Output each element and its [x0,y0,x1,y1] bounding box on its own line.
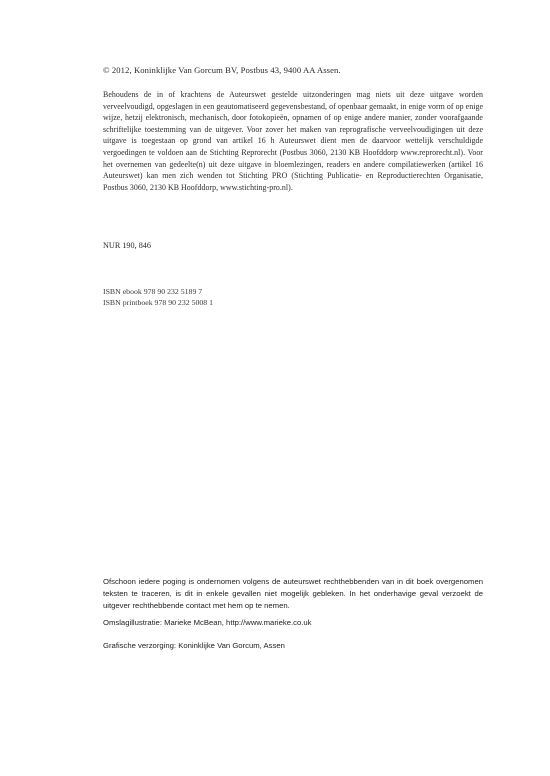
copyright-disclaimer: Ofschoon iedere poging is ondernomen volgens de auteurswet rechthebbenden van in dit boek overgenomen teksten te traceren, is dit in enkele gevallen niet mogelijk gebleken. In het onderhavige geval verzoekt de uitgever rechthebbende contact met hem op te nemen. [103,577,483,611]
isbn-list [103,286,483,308]
rights-notice: Behoudens de in of krachtens de Auteurswet gestelde uitzonderingen mag niets uit deze uitgave worden verveelvoudigd, opgeslagen in een geautomatiseerd gegevensbestand, of openbaar gemaakt, in enige vorm of op enige wijze, hetzij elektronisch, mechanisch, door fotokopieën, opnamen of op enige andere manier, zonder voorafgaande schriftelijke toestemming van de uitgever. Voor zover het maken van reprografische verveelvoudigingen uit deze uitgave is toegestaan op grond van artikel 16 h Auteurswet dient men de daarvoor wettelijk verschuldigde vergoedingen te voldoen aan de Stichting Reprorecht (Postbus 3060, 2130 KB Hoofddorp www.reprorecht.nl). Voor het overnemen van gedeelte(n) uit deze uitgave in bloemlezingen, readers en andere compilatiewerken (artikel 16 Auteurswet) kan men zich wenden tot Stichting PRO (Stichting Publicatie- en Reproductierechten Organisatie, Postbus 3060, 2130 KB Hoofddorp, www.stichting-pro.nl). [103,90,483,192]
isbn-print: ISBN printboek 978 90 232 5008 1 [103,298,214,307]
nur-code: NUR 190, 846 [103,241,151,250]
isbn-ebook: ISBN ebook 978 90 232 5189 7 [103,287,203,296]
graphic-design-credit: Grafische verzorging: Koninklijke Van Gorcum, Assen [103,641,285,650]
copyright-line: © 2012, Koninklijke Van Gorcum BV, Postbus 43, 9400 AA Assen. [103,65,341,75]
cover-illustration-credit: Omslagillustratie: Marieke McBean, http://www.marieke.co.uk [103,618,312,627]
